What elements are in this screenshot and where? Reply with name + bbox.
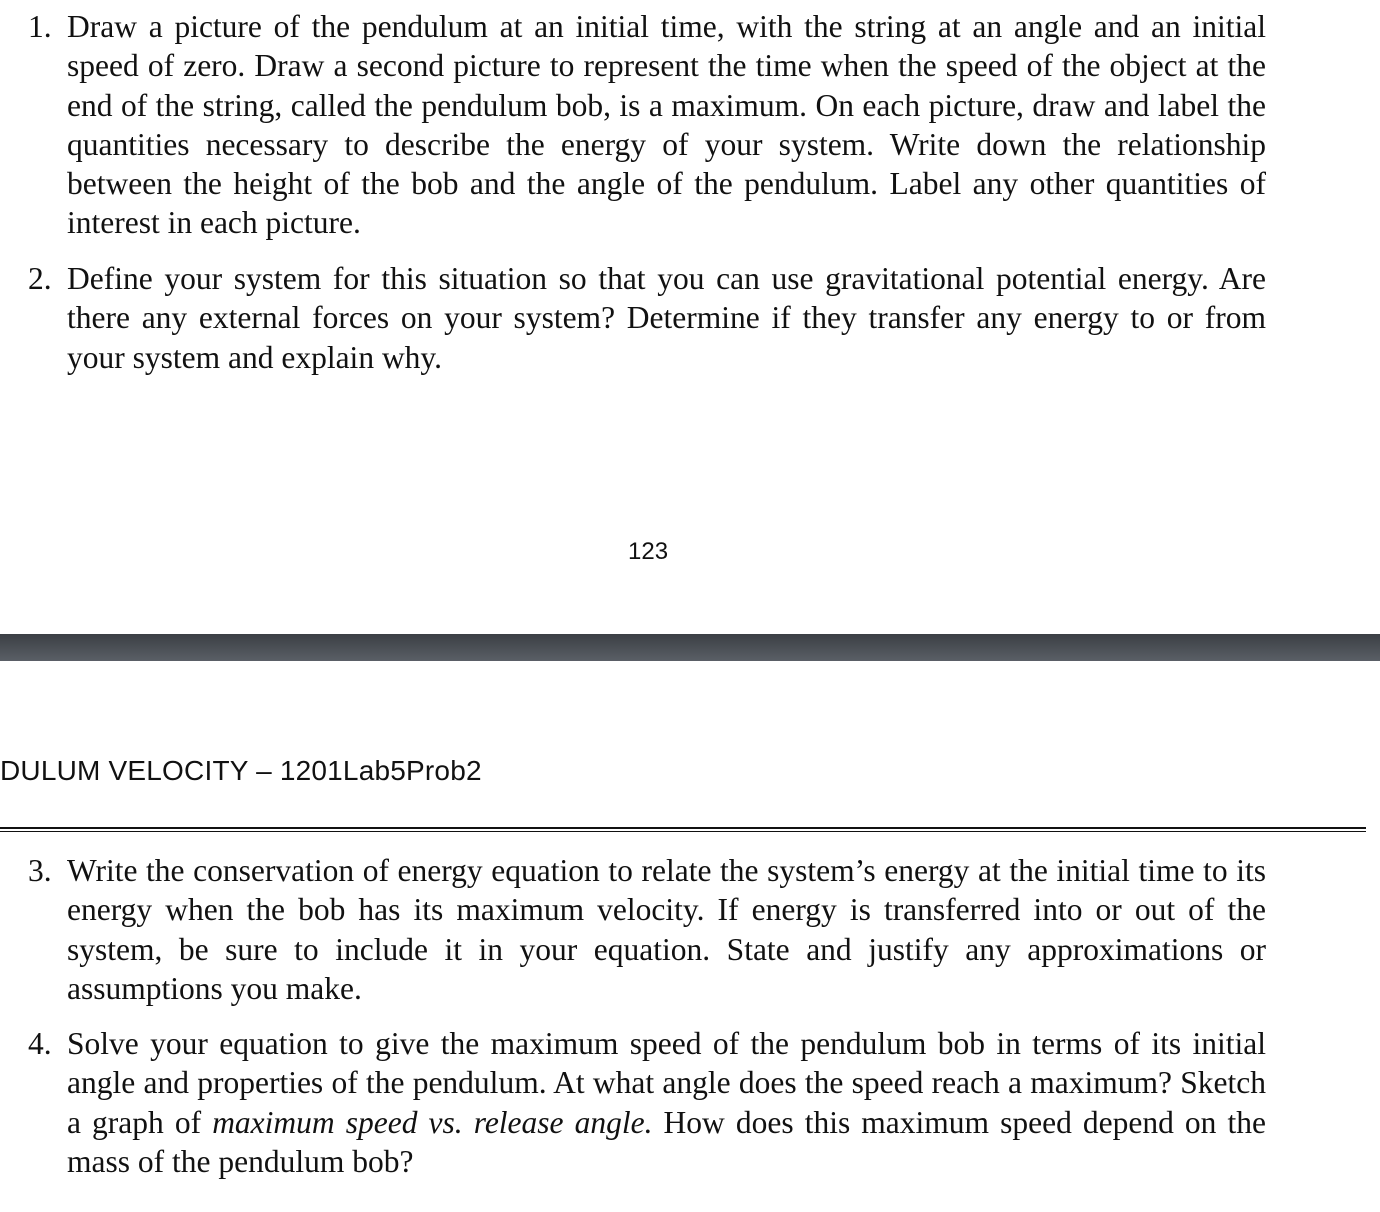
question-number: 1.: [28, 9, 52, 44]
question-number: 2.: [28, 261, 52, 296]
question-text: Write the conservation of energy equation to relate the system’s energy at the initial time to its energy when the bob has its maximum velocity. If energy is transferred into or out of the system, be sure to include it in your equation. State and justify any approximations or assumptions you make.: [67, 853, 1266, 1006]
header-rule: [0, 827, 1366, 832]
question-text: [67, 1024, 1266, 1181]
graph-title-italic: maximum speed vs. release angle.: [212, 1104, 653, 1140]
running-header: DULUM VELOCITY – 1201Lab5Prob2: [0, 755, 482, 786]
question-number: 4.: [28, 1026, 52, 1061]
page-number: 123: [628, 538, 669, 565]
question-text: Draw a picture of the pendulum at an initial time, with the string at an angle and an initial speed of zero. Draw a second picture to represent the time when the speed of the object at the end of the string, called the pendulum bob, is a maximum. On each picture, draw and label the quantities necessary to describe the energy of your system. Write down the relationship between the height of the bob and the angle of the pendulum. Label any other quantities of interest in each picture.: [67, 9, 1266, 241]
page-separator: [0, 634, 1380, 661]
question-number: 3.: [28, 853, 52, 888]
question-1: [28, 7, 1266, 243]
question-4: [28, 1024, 1266, 1181]
question-text-part: Solve your equation to give the maximum speed of the pendulum bob in terms of its initial angle and properties of the pendulum. At what angle does the speed reach a maximum? Sketch a graph of: [67, 1026, 1266, 1140]
question-2: [28, 259, 1266, 377]
question-3: [28, 851, 1266, 1008]
question-text-part: How does this maximum speed depend on the mass of the pendulum bob?: [67, 1104, 1266, 1179]
question-text: Define your system for this situation so that you can use gravitational potential energy. Are there any external forces on your system? Determine if they transfer any energy to or from your system and explain why.: [67, 261, 1266, 375]
